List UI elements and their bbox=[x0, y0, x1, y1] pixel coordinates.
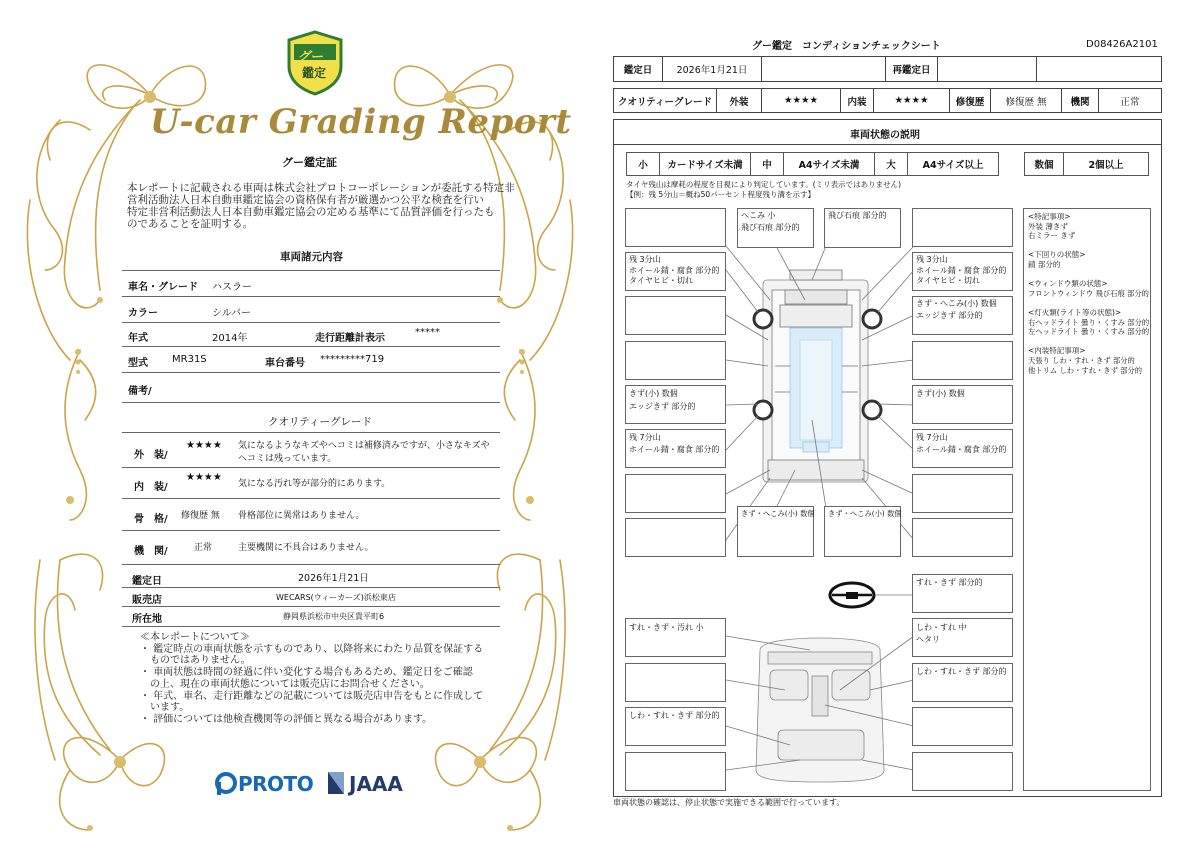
box-line: タイヤヒビ・切れ bbox=[629, 276, 693, 285]
box-line: すれ・きず・汚れ 小 bbox=[629, 623, 704, 632]
year-label: 年式 bbox=[128, 333, 148, 344]
color-label: カラー bbox=[128, 308, 158, 319]
color-value: シルバー bbox=[212, 308, 252, 319]
box-line: 飛び石痕 部分的 bbox=[741, 222, 800, 232]
box-line: タイヤヒビ・切れ bbox=[916, 276, 980, 285]
interior-stars: ★★★★ bbox=[186, 472, 222, 483]
note-line: 天張り しわ・すれ・きず 部分的 bbox=[1028, 355, 1135, 365]
intro-text bbox=[127, 182, 515, 230]
box-top-center-left bbox=[737, 208, 814, 248]
box-line: ホイール錆・腐食 部分的 bbox=[629, 444, 720, 454]
box-line: 飛び石痕 部分的 bbox=[828, 211, 887, 220]
intro-line: 営利活動法人日本自動車鑑定協会の資格保有者が厳選かつ公平な検査を行い bbox=[127, 194, 484, 206]
exterior-comment-1: 気になるようなキズやヘコミは補修済みですが、小さなキズや bbox=[238, 441, 490, 451]
legend-large-desc: A4サイズ以上 bbox=[907, 152, 999, 176]
note-line: 右ヘッドライト 曇り・くすみ 部分的 bbox=[1028, 317, 1150, 327]
badge-bottom-text: 鑑定 bbox=[302, 66, 327, 80]
legend-count: 数個 bbox=[1024, 152, 1064, 176]
box-interior-right1 bbox=[912, 618, 1013, 657]
engine-comment: 主要機関に不具合はありません。 bbox=[238, 543, 374, 553]
date-label: 鑑定日 bbox=[132, 576, 162, 587]
certificate-title: グー鑑定証 bbox=[282, 156, 337, 169]
proto-logo-text: PROTO bbox=[238, 772, 314, 796]
box-line: しわ・すれ・きず 部分的 bbox=[629, 711, 720, 720]
exterior-label: 外 装/ bbox=[134, 450, 168, 461]
box-line: エッジきず 部分的 bbox=[916, 310, 983, 320]
box-line: しわ・すれ 中 bbox=[916, 623, 967, 632]
engine-label: 機 関/ bbox=[134, 546, 168, 557]
footer-note: 車両状態の確認は、停止状態で実施できる範囲で行っています。 bbox=[613, 798, 845, 807]
box-line: きず・へこみ(小) 数個 bbox=[741, 509, 815, 518]
box-front-left bbox=[625, 208, 726, 247]
badge-top-text: グー bbox=[297, 50, 324, 65]
specs-title: 車両諸元内容 bbox=[280, 251, 343, 263]
ext-stars: ★★★★ bbox=[761, 88, 841, 113]
box-right-mid2 bbox=[912, 385, 1013, 424]
int-stars: ★★★★ bbox=[873, 88, 950, 113]
engine-label: 機関 bbox=[1061, 88, 1099, 113]
document-id: D08426A2101 bbox=[1086, 39, 1158, 50]
box-left-2 bbox=[625, 341, 726, 380]
about-line: ・ 年式、車名、走行距離などの記載については販売店申告をもとに作成して bbox=[140, 690, 483, 702]
box-line: 残 7分山 bbox=[629, 433, 661, 442]
box-left-3 bbox=[625, 474, 726, 513]
box-right-3 bbox=[912, 518, 1013, 557]
box-front-right-tire bbox=[912, 252, 1013, 291]
box-line: すれ・きず 部分的 bbox=[916, 578, 983, 587]
interior-label: 内 装/ bbox=[134, 482, 168, 493]
box-top-center-right bbox=[824, 208, 901, 248]
jaaa-logo-text: JAAA bbox=[349, 772, 403, 796]
box-interior-left1 bbox=[625, 618, 726, 657]
box-bottom-right bbox=[824, 506, 901, 557]
check-date-label: 鑑定日 bbox=[613, 56, 663, 82]
address-value: 静岡県浜松市中央区貴平町6 bbox=[283, 612, 385, 621]
legend-mid: 中 bbox=[750, 152, 784, 176]
box-line: へこみ 小 bbox=[741, 211, 776, 220]
quality-grade-label: クオリティーグレード bbox=[613, 88, 717, 113]
box-line: 残 3分山 bbox=[916, 255, 948, 264]
legend-count-desc: 2個以上 bbox=[1063, 152, 1149, 176]
note-line: <特記事項> bbox=[1028, 212, 1071, 221]
car-name-value: ハスラー bbox=[212, 282, 252, 293]
frame-comment: 骨格部位に異常はありません。 bbox=[238, 511, 365, 521]
note-line: フロントウィンドウ 飛び石痕 部分的 bbox=[1028, 288, 1149, 298]
note-line: 外装 薄きず bbox=[1028, 221, 1068, 231]
about-line: ・ 評価については他検査機関等の評価と異なる場合があります。 bbox=[140, 713, 433, 725]
note-line bbox=[1028, 241, 1146, 251]
box-front-right bbox=[912, 208, 1013, 247]
box-line: きず(小) 数個 bbox=[629, 389, 678, 398]
frame-label: 骨 格/ bbox=[134, 514, 168, 525]
box-line: きず(小) 数個 bbox=[916, 389, 965, 398]
note-line: <灯火類(ライト等の状態)> bbox=[1028, 307, 1122, 317]
check-date-value: 2026年1月21日 bbox=[662, 56, 762, 82]
address-label: 所在地 bbox=[132, 614, 162, 625]
note-line bbox=[1028, 337, 1146, 347]
box-line: きず・へこみ(小) 数個 bbox=[828, 509, 902, 518]
repair-label: 修復歴 bbox=[949, 88, 991, 113]
repair-value: 修復歴 無 bbox=[990, 88, 1062, 113]
mileage-value: ***** bbox=[415, 327, 440, 338]
about-line: ものではありません。 bbox=[140, 655, 251, 667]
intro-line: 本レポートに記載される車両は株式会社プロトコーポレーションが委託する特定非 bbox=[127, 182, 515, 194]
box-rear-left-tire bbox=[625, 429, 726, 468]
jaaa-logo-icon bbox=[326, 770, 346, 796]
year-value: 2014年 bbox=[212, 333, 248, 344]
note-line: 他トリム しわ・すれ・きず 部分的 bbox=[1028, 365, 1143, 375]
shop-label: 販売店 bbox=[132, 595, 162, 606]
box-interior-left3 bbox=[625, 707, 726, 746]
note-line: 錆 部分的 bbox=[1028, 259, 1061, 269]
date-value: 2026年1月21日 bbox=[298, 573, 369, 584]
tire-note-2: 【例：残 5分山＝概ね50パーセント程度残り溝を示す】 bbox=[626, 190, 816, 199]
special-notes-box bbox=[1023, 208, 1151, 791]
box-line: きず・へこみ(小) 数個 bbox=[916, 299, 997, 308]
note-line: 右ミラー きず bbox=[1028, 231, 1076, 241]
interior-comment: 気になる汚れ等が部分的にあります。 bbox=[238, 479, 391, 489]
chassis-value: *********719 bbox=[320, 354, 385, 365]
box-rear-right-tire bbox=[912, 429, 1013, 468]
exterior-stars: ★★★★ bbox=[186, 440, 222, 451]
proto-logo-icon bbox=[215, 772, 237, 796]
mileage-label: 走行距離計表示 bbox=[315, 333, 385, 344]
legend-large: 大 bbox=[874, 152, 908, 176]
sheet-title: グー鑑定 コンディションチェックシート bbox=[752, 41, 941, 52]
about-title: ≪本レポートについて≫ bbox=[140, 632, 250, 643]
box-line: ホイール錆・腐食 部分的 bbox=[916, 265, 1007, 275]
box-line: ホイール錆・腐食 部分的 bbox=[629, 265, 720, 275]
box-line: ホイール錆・腐食 部分的 bbox=[916, 444, 1007, 454]
box-bottom-left bbox=[737, 506, 814, 557]
note-line bbox=[1028, 298, 1146, 308]
about-line: います。 bbox=[140, 702, 190, 714]
box-line: エッジきず 部分的 bbox=[629, 401, 696, 411]
about-line: ・ 車両状態は時間の経過に伴い変化する場合もあるため、鑑定日をご確認 bbox=[140, 667, 473, 679]
about-section bbox=[140, 632, 483, 726]
box-front-left-tire bbox=[625, 252, 726, 291]
engine-value: 正常 bbox=[1098, 88, 1162, 113]
legend-mid-desc: A4サイズ未満 bbox=[783, 152, 875, 176]
chassis-label: 車台番号 bbox=[265, 358, 305, 369]
exterior-comment-2: ヘコミは残っています。 bbox=[238, 454, 337, 464]
quality-title: クオリティーグレード bbox=[268, 416, 372, 428]
report-title: U-car Grading Report bbox=[150, 102, 572, 142]
box-left-mid bbox=[625, 385, 726, 424]
model-value: MR31S bbox=[172, 354, 207, 365]
shop-value: WECARS(ウィーカーズ)浜松東店 bbox=[276, 593, 396, 602]
legend-small: 小 bbox=[626, 152, 660, 176]
condition-check-sheet bbox=[600, 0, 1200, 848]
box-right-2 bbox=[912, 474, 1013, 513]
box-left-1 bbox=[625, 296, 726, 335]
box-right-mid1 bbox=[912, 296, 1013, 335]
box-interior-left4 bbox=[625, 752, 726, 791]
box-steering bbox=[912, 574, 1013, 613]
box-left-4 bbox=[625, 518, 726, 557]
box-line: 残 3分山 bbox=[629, 255, 661, 264]
box-line: 残 7分山 bbox=[916, 433, 948, 442]
car-name-label: 車名・グレード bbox=[128, 282, 198, 293]
intro-line: のであることを証明する。 bbox=[127, 218, 253, 230]
box-line: ヘタリ bbox=[916, 634, 940, 644]
intro-line: 特定非営利活動法人日本自動車鑑定協会の定める基準にて品質評価を行ったも bbox=[127, 206, 495, 218]
box-interior-right3 bbox=[912, 707, 1013, 746]
note-line: <下回りの状態> bbox=[1028, 250, 1086, 260]
legend-small-desc: カードサイズ未満 bbox=[659, 152, 751, 176]
note-line: <ウィンドウ類の状態> bbox=[1028, 279, 1108, 289]
box-interior-left2 bbox=[625, 663, 726, 702]
model-label: 型式 bbox=[128, 358, 148, 369]
note-line: 左ヘッドライト 曇り・くすみ 部分的 bbox=[1028, 327, 1150, 337]
about-line: の上、現在の車両状態については販売店にお問合せください。 bbox=[140, 678, 430, 690]
box-interior-right2 bbox=[912, 663, 1013, 702]
section-title: 車両状態の説明 bbox=[850, 130, 920, 141]
box-line: しわ・すれ・きず 部分的 bbox=[916, 667, 1007, 676]
int-label: 内装 bbox=[840, 88, 874, 113]
redate-label: 再鑑定日 bbox=[885, 56, 938, 82]
note-line: <内装特記事項> bbox=[1028, 346, 1086, 356]
note-line bbox=[1028, 270, 1146, 280]
steering-wheel-icon bbox=[830, 583, 874, 607]
engine-value: 正常 bbox=[194, 543, 213, 553]
notes-label: 備考/ bbox=[128, 386, 152, 397]
box-right-1 bbox=[912, 341, 1013, 380]
about-line: ・ 鑑定時点の車両状態を示すものであり、以降将来にわたり品質を保証する bbox=[140, 643, 484, 655]
box-interior-right4 bbox=[912, 752, 1013, 791]
ext-label: 外装 bbox=[716, 88, 762, 113]
tire-note-1: タイヤ残山は摩耗の程度を目視により判定しています。(ミリ表示ではありません) bbox=[626, 180, 902, 189]
frame-value: 修復歴 無 bbox=[181, 511, 220, 521]
